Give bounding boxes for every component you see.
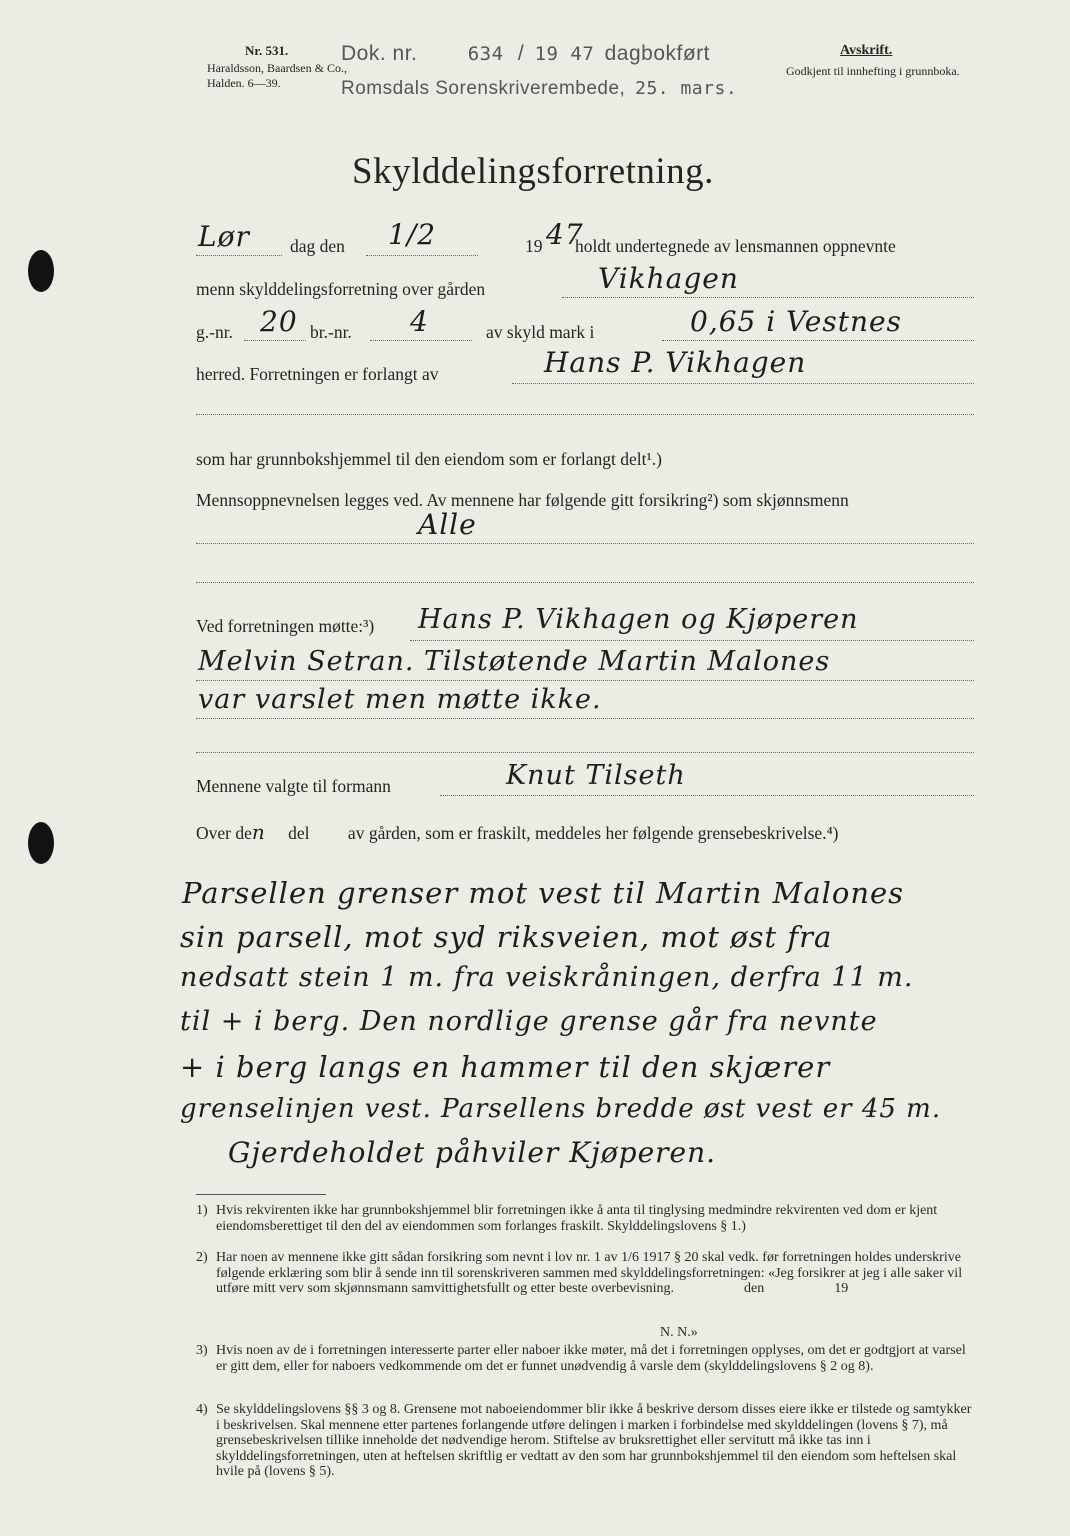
formann-handwritten: Knut Tilseth [506, 760, 686, 791]
footnote-1-num: 1) [196, 1203, 208, 1218]
description-line-7: Gjerdeholdet påhviler Kjøperen. [228, 1136, 717, 1169]
footnote-nn-text: N. N.» [660, 1325, 698, 1340]
requester-line [512, 383, 974, 384]
skyld-line [662, 340, 974, 341]
footnote-1-text: Hvis rekvirenten ikke har grunnbokshjemmel blir forretningen ikke å anta til tinglysing medmindre rekvirenten ved dom er kjent eiendomsberettiget til den del av eiendommen som forlanges fraskilt. Skylddelingslovens § 1.) [216, 1203, 938, 1234]
footnote-3-num: 3) [196, 1343, 208, 1358]
stamp-line-2 [341, 78, 737, 100]
farm-handwritten: Vikhagen [598, 262, 739, 295]
form-number: Nr. 531. [245, 43, 289, 58]
description-line-2: sin parsell, mot syd riksveien, mot øst fra [180, 920, 833, 954]
brnr-label: br.-nr. [310, 322, 352, 342]
mote-label: Ved forretningen møtte:³) [196, 616, 375, 636]
brnr-line [370, 340, 472, 341]
mote-line-a [410, 640, 974, 641]
over-den-handwritten: n [251, 820, 266, 844]
description-line-1: Parsellen grenser mot vest til Martin Malones [182, 876, 905, 910]
page-title: Skylddelingsforretning. [352, 151, 714, 192]
footnote-2-num: 2) [196, 1250, 208, 1265]
footnote-nn [660, 1325, 698, 1341]
menn-line-2 [196, 582, 974, 583]
mote-line-c [196, 718, 974, 719]
herred-label: herred. Forretningen er forlangt av [196, 364, 439, 384]
grunnbok-text: som har grunnbokshjemmel til den eiendom som er forlangt delt¹.) [196, 449, 662, 469]
approval-note: Godkjent til innhefting i grunnboka. [786, 64, 960, 78]
formann-label: Mennene valgte til formann [196, 776, 391, 796]
mote-line-b [196, 680, 974, 681]
footnote-4 [196, 1402, 976, 1480]
gnr-line [244, 340, 306, 341]
farm-label: menn skylddelingsforretning over gården [196, 279, 486, 299]
over-den-prefix: Over de [196, 823, 252, 843]
description-line-4: til + i berg. Den nordlige grense går fra nevnte [180, 1006, 878, 1037]
mote-line-d [196, 752, 974, 753]
over-den-mid: del [288, 823, 310, 843]
footnote-3 [196, 1343, 976, 1374]
description-line-5: + i berg langs en hammer til den skjærer [180, 1050, 831, 1084]
requester-line-2 [196, 414, 974, 415]
formann-line [440, 795, 974, 796]
stamp-office: Romsdals Sorenskriverembede, [341, 78, 626, 99]
stamp-line-1 [341, 42, 710, 66]
punch-hole-bottom [28, 822, 54, 864]
footnote-2 [196, 1250, 976, 1297]
footnote-rule [196, 1194, 326, 1195]
farm-line [562, 297, 974, 298]
gnr-handwritten: 20 [260, 305, 298, 338]
stamp-separator: / [517, 42, 525, 65]
over-den-row [196, 820, 839, 844]
punch-hole-top [28, 250, 54, 292]
stamp-status: dagbokført [604, 42, 711, 65]
footnote-4-text: Se skylddelingslovens §§ 3 og 8. Grensene mot naboeiendommer blir ikke å beskrive dersom disses eiere ikke er tilstede og samtykker i beskrivelsen. Skal mennene etter partenes forlangende utføre delingen i marken i forbindelse med skylddelingen (lovens § 7), må grensebeskrivelsen tillike inneholde det nødvendige herom. Stiftelse av bruksrettighet eller servitutt må ikke tas inn i skylddelingsforretningen, uten at heftelsen skriftlig er vedtatt av den som har grunnbokshjemmel til den eiendom som heftelsen skal hvile på (lovens § 5). [216, 1402, 972, 1480]
description-line-6: grenselinjen vest. Parsellens bredde øst vest er 45 m. [180, 1094, 942, 1124]
form-location-date: Halden. 6—39. [207, 76, 281, 90]
stamp-year: 19 47 [534, 43, 595, 65]
menn-line-1 [196, 543, 974, 544]
mote-line-1: Hans P. Vikhagen og Kjøperen [418, 604, 859, 635]
menn-text: Mennsoppnevnelsen legges ved. Av mennene har følgende gitt forsikring²) som skjønnsmenn [196, 490, 849, 510]
requester-handwritten: Hans P. Vikhagen [544, 346, 807, 379]
mote-line-3: var varslet men møtte ikke. [198, 684, 602, 715]
footnote-3-text: Hvis noen av de i forretningen interesserte parter eller naboer ikke møter, må det i forretningen opplyses, om det er godtgjort at varsel er gitt dem, eller for naboers vedkommende om det er funnet unødvendig å varsle dem (skylddelingslovens § 2 og 8). [216, 1343, 966, 1374]
year-handwritten: 47 [546, 218, 584, 251]
menn-handwritten: Alle [418, 508, 477, 541]
weekday-line [196, 255, 282, 256]
weekday-handwritten: Lør [198, 220, 250, 253]
mote-line-2: Melvin Setran. Tilstøtende Martin Malones [198, 646, 831, 677]
over-den-rest: av gården, som er fraskilt, meddeles her følgende grensebeskrivelse.⁴) [347, 823, 839, 843]
skyld-label: av skyld mark i [486, 322, 595, 342]
description-line-3: nedsatt stein 1 m. fra veiskråningen, derfra 11 m. [180, 962, 914, 993]
stamp-doc-number: 634 [467, 43, 504, 65]
footnote-2-text: Har noen av mennene ikke gitt sådan forsikring som nevnt i lov nr. 1 av 1/6 1917 § 20 skal vedk. før forretningen holdes underskrive følgende erklæring som blir å sende inn til sorenskriveren sammen med skylddelingsforretningen: «Jeg forsikrer at jeg i alle saker vil utføre mitt verv som skjønnsmann samvittighetsfullt og etter beste overbevisning. den 19 [216, 1250, 966, 1297]
holdt-text: holdt undertegnede av lensmannen oppnevnte [575, 236, 896, 256]
date-line [366, 255, 478, 256]
footnote-4-num: 4) [196, 1402, 208, 1417]
gnr-label: g.-nr. [196, 322, 233, 342]
copy-label: Avskrift. [840, 43, 893, 58]
date-handwritten: 1/2 [388, 218, 437, 251]
stamp-date: 25. mars. [635, 78, 738, 99]
year-prefix: 19 [525, 236, 543, 256]
brnr-handwritten: 4 [410, 305, 429, 338]
skyld-handwritten: 0,65 i Vestnes [690, 305, 902, 338]
dag-den-label: dag den [290, 236, 345, 256]
stamp-doc-label: Dok. nr. [341, 42, 418, 65]
footnote-1 [196, 1203, 976, 1234]
form-publisher: Haraldsson, Baardsen & Co., [207, 61, 347, 75]
